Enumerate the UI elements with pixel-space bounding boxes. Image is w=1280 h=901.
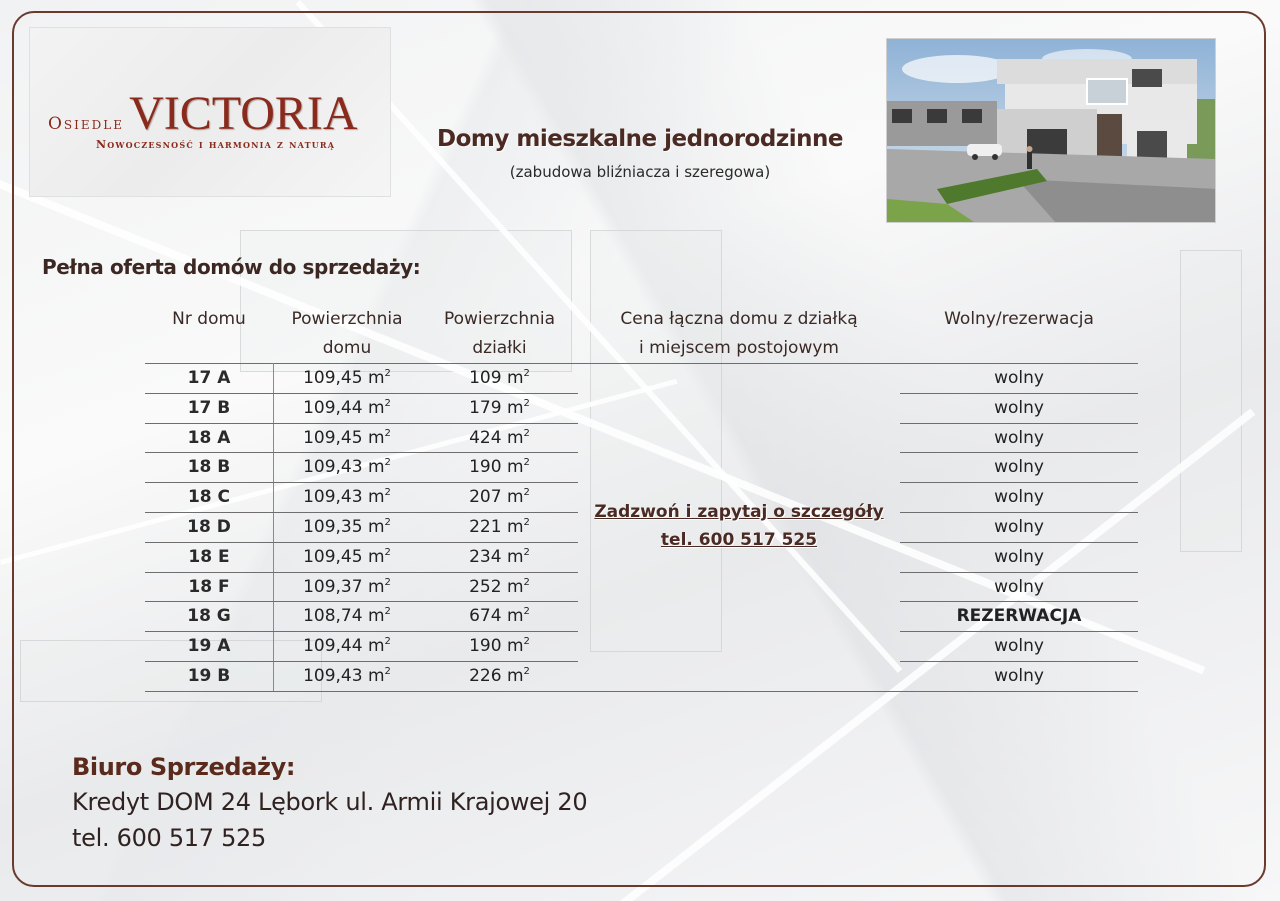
status-cell <box>900 573 1138 602</box>
house-number-cell-text: 18 G <box>187 606 231 626</box>
square-unit-superscript: 2 <box>384 577 391 588</box>
house-number-cell <box>145 394 273 423</box>
square-unit-superscript: 2 <box>384 666 391 677</box>
price-contact-cta[interactable] <box>584 498 894 554</box>
plot-area-cell-text: 226 m <box>469 666 524 686</box>
house-area-cell-text: 109,35 m <box>303 517 385 537</box>
table-row-divider <box>900 691 1138 692</box>
house-number-cell-text: 18 C <box>187 487 231 507</box>
house-render-image <box>886 38 1216 223</box>
house-area-cell-text: 109,43 m <box>303 457 385 477</box>
house-number-cell-text: 17 B <box>187 398 231 418</box>
house-number-cell-text: 18 E <box>188 547 230 567</box>
house-area-cell <box>273 394 421 423</box>
plot-area-cell-text: 190 m <box>469 457 524 477</box>
column-header-house-area-line1: Powierzchnia <box>291 309 403 329</box>
house-number-cell <box>145 543 273 572</box>
status-cell-text: wolny <box>994 517 1044 537</box>
status-cell-text: wolny <box>994 457 1044 477</box>
logo-tagline: Nowoczesność i harmonia z naturą <box>96 138 336 151</box>
house-area-cell <box>273 573 421 602</box>
square-unit-superscript: 2 <box>523 636 530 647</box>
house-render-illustration <box>887 39 1216 223</box>
square-unit-superscript: 2 <box>523 666 530 677</box>
square-unit-superscript: 2 <box>523 547 530 558</box>
status-cell <box>900 662 1138 691</box>
house-area-cell <box>273 543 421 572</box>
status-cell-text: wolny <box>994 398 1044 418</box>
house-number-cell <box>145 483 273 512</box>
house-area-cell <box>273 424 421 453</box>
square-unit-superscript: 2 <box>523 398 530 409</box>
column-header-nr <box>145 305 273 334</box>
house-area-cell-text: 109,45 m <box>303 368 385 388</box>
house-area-cell-text: 109,43 m <box>303 666 385 686</box>
status-cell <box>900 453 1138 482</box>
sales-office-address: Kredyt DOM 24 Lębork ul. Armii Krajowej 20 <box>72 788 588 816</box>
status-cell-text: REZERWACJA <box>956 606 1082 626</box>
plot-area-cell-text: 190 m <box>469 636 524 656</box>
status-cell <box>900 602 1138 631</box>
status-cell <box>900 364 1138 393</box>
house-area-cell-text: 108,74 m <box>303 606 385 626</box>
status-cell-text: wolny <box>994 428 1044 448</box>
sales-office-block <box>72 750 587 856</box>
status-cell-text: wolny <box>994 577 1044 597</box>
house-area-cell-text: 109,45 m <box>303 547 385 567</box>
column-header-plot-area-line1: Powierzchnia <box>443 309 556 329</box>
status-cell-text: wolny <box>994 636 1044 656</box>
house-area-cell-text: 109,43 m <box>303 487 385 507</box>
square-unit-superscript: 2 <box>523 457 530 468</box>
logo-prefix: Osiedle <box>48 114 125 134</box>
plot-area-cell-text: 179 m <box>469 398 524 418</box>
table-bottom-divider <box>578 691 900 692</box>
plot-area-cell-text: 221 m <box>469 517 524 537</box>
house-area-cell-text: 109,44 m <box>303 398 385 418</box>
plot-area-cell-text: 674 m <box>469 606 524 626</box>
status-cell <box>900 632 1138 661</box>
house-area-cell <box>273 364 421 393</box>
house-area-cell-text: 109,44 m <box>303 636 385 656</box>
plot-area-cell <box>421 424 578 453</box>
column-header-plot-area <box>421 305 578 363</box>
column-header-status <box>900 305 1138 334</box>
status-cell <box>900 543 1138 572</box>
house-number-cell <box>145 662 273 691</box>
square-unit-superscript: 2 <box>384 636 391 647</box>
square-unit-superscript: 2 <box>384 487 391 498</box>
plot-area-cell <box>421 543 578 572</box>
square-unit-superscript: 2 <box>384 428 391 439</box>
house-number-cell-text: 18 B <box>187 457 231 477</box>
house-area-cell <box>273 662 421 691</box>
status-cell-text: wolny <box>994 666 1044 686</box>
square-unit-superscript: 2 <box>523 577 530 588</box>
sales-office-phone[interactable]: tel. 600 517 525 <box>72 824 266 852</box>
price-contact-cta-line1[interactable]: Zadzwoń i zapytaj o szczegóły <box>594 502 884 522</box>
house-number-cell <box>145 513 273 542</box>
price-contact-phone-link[interactable]: tel. 600 517 525 <box>660 530 818 550</box>
house-number-cell-text: 17 A <box>187 368 231 388</box>
status-cell <box>900 483 1138 512</box>
logo-name: VICTORIA <box>129 87 358 140</box>
house-number-cell <box>145 573 273 602</box>
logo-wordmark <box>48 86 358 141</box>
status-cell-text: wolny <box>994 487 1044 507</box>
plot-area-cell-text: 424 m <box>469 428 524 448</box>
column-header-price-line1: Cena łączna domu z działką <box>620 309 858 329</box>
house-number-cell-text: 18 F <box>188 577 230 597</box>
square-unit-superscript: 2 <box>384 517 391 528</box>
square-unit-superscript: 2 <box>384 398 391 409</box>
plot-area-cell <box>421 513 578 542</box>
column-header-nr-label: Nr domu <box>172 309 246 329</box>
house-area-cell <box>273 632 421 661</box>
page-title: Domy mieszkalne jednorodzinne <box>437 126 843 152</box>
square-unit-superscript: 2 <box>523 368 530 379</box>
plot-area-cell <box>421 573 578 602</box>
house-number-cell-text: 18 A <box>187 428 231 448</box>
status-cell-text: wolny <box>994 547 1044 567</box>
house-number-cell-text: 19 B <box>187 666 231 686</box>
house-number-cell <box>145 632 273 661</box>
status-cell <box>900 513 1138 542</box>
house-number-cell <box>145 453 273 482</box>
house-area-cell <box>273 453 421 482</box>
square-unit-superscript: 2 <box>384 606 391 617</box>
square-unit-superscript: 2 <box>523 428 530 439</box>
status-cell-text: wolny <box>994 368 1044 388</box>
house-area-cell <box>273 513 421 542</box>
sales-office-heading: Biuro Sprzedaży: <box>72 753 296 781</box>
page-subtitle: (zabudowa bliźniacza i szeregowa) <box>509 163 771 181</box>
house-number-cell-text: 18 D <box>187 517 231 537</box>
column-header-status-label: Wolny/rezerwacja <box>944 309 1094 329</box>
plot-area-cell <box>421 632 578 661</box>
status-cell <box>900 424 1138 453</box>
table-row-divider <box>145 691 578 692</box>
square-unit-superscript: 2 <box>384 368 391 379</box>
plot-area-cell <box>421 364 578 393</box>
square-unit-superscript: 2 <box>523 487 530 498</box>
plot-area-cell <box>421 453 578 482</box>
square-unit-superscript: 2 <box>523 606 530 617</box>
plot-area-cell-text: 234 m <box>469 547 524 567</box>
column-header-price-line2: i miejscem postojowym <box>639 338 839 358</box>
status-cell <box>900 394 1138 423</box>
column-header-plot-area-line2: działki <box>472 338 527 358</box>
house-number-cell <box>145 364 273 393</box>
plot-area-cell <box>421 394 578 423</box>
house-area-cell <box>273 483 421 512</box>
house-number-cell-text: 19 A <box>187 636 231 656</box>
plot-area-cell <box>421 483 578 512</box>
column-header-price <box>578 305 900 363</box>
house-number-cell <box>145 424 273 453</box>
plot-area-cell-text: 252 m <box>469 577 524 597</box>
offer-title: Pełna oferta domów do sprzedaży: <box>42 255 421 279</box>
column-header-house-area <box>273 305 421 363</box>
plot-area-cell <box>421 602 578 631</box>
house-area-cell <box>273 602 421 631</box>
house-area-cell-text: 109,45 m <box>303 428 385 448</box>
plot-area-cell-text: 207 m <box>469 487 524 507</box>
square-unit-superscript: 2 <box>384 547 391 558</box>
house-area-cell-text: 109,37 m <box>303 577 385 597</box>
house-number-cell <box>145 602 273 631</box>
square-unit-superscript: 2 <box>384 457 391 468</box>
plot-area-cell <box>421 662 578 691</box>
plot-area-cell-text: 109 m <box>469 368 524 388</box>
osiedle-victoria-logo <box>29 27 391 197</box>
column-header-house-area-line2: domu <box>322 338 372 358</box>
square-unit-superscript: 2 <box>523 517 530 528</box>
